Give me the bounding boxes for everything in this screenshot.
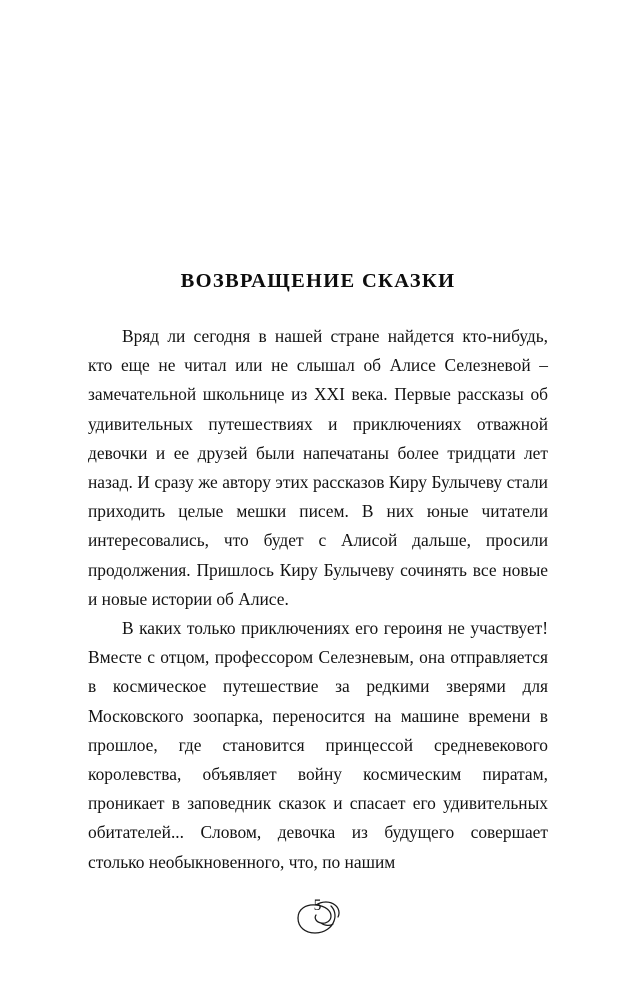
- page-footer: [0, 888, 635, 947]
- page-text-block: [88, 270, 548, 877]
- page-number: 5: [313, 897, 322, 914]
- folio-group: [278, 888, 358, 942]
- body-paragraph: Вряд ли сегодня в нашей стране найдется кто-нибудь, кто еще не читал или не слышал об Алисе Селезневой – замечательной школьнице из XXI века. Первые рассказы об удивительных путешествиях и приключениях отважной девочки и ее друзей были напечатаны более тридцати лет назад. И сразу же автору этих рассказов Киру Булычеву стали приходить целые мешки писем. В них юные читатели интересовались, что будет с Алисой дальше, просили продолжения. Пришлось Киру Булычеву сочинять все новые и новые истории об Алисе.: [88, 326, 548, 609]
- page-title: ВОЗВРАЩЕНИЕ СКАЗКИ: [180, 270, 456, 292]
- body-paragraph: В каких только приключениях его героиня не участвует! Вместе с отцом, профессором Селезневым, она отправляется в космическое путешествие за редкими зверями для Московского зоопарка, переносится на машине времени в прошлое, где становится принцессой средневекового королевства, объявляет войну космическим пиратам, проникает в заповедник сказок и спасает его удивительных обитателей... Словом, девочка из будущего совершает столько необыкновенного, что, по нашим: [88, 618, 548, 872]
